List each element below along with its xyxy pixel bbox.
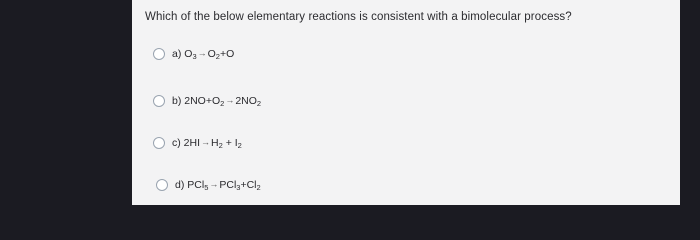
option-d-radio[interactable]: [156, 179, 168, 191]
option-a[interactable]: [153, 48, 234, 60]
option-b-text: b) $2NO+O_2\to 2NO_2$: [172, 95, 262, 108]
question-text: Which of the below elementary reactions is consistent with a bimolecular process?: [145, 11, 572, 23]
option-c-radio[interactable]: [153, 137, 165, 149]
option-a-text: a) $O_3\to O_2+O$: [172, 48, 235, 61]
option-d-text: d) $PCl_5\to PCl_3+Cl_2$: [175, 179, 261, 192]
option-c-text: c) $2HI\to H_2 + I_2$: [172, 137, 242, 150]
option-b[interactable]: [153, 95, 261, 107]
option-b-radio[interactable]: [153, 95, 165, 107]
option-c[interactable]: [153, 137, 242, 149]
option-a-radio[interactable]: [153, 48, 165, 60]
option-d[interactable]: [156, 179, 261, 191]
